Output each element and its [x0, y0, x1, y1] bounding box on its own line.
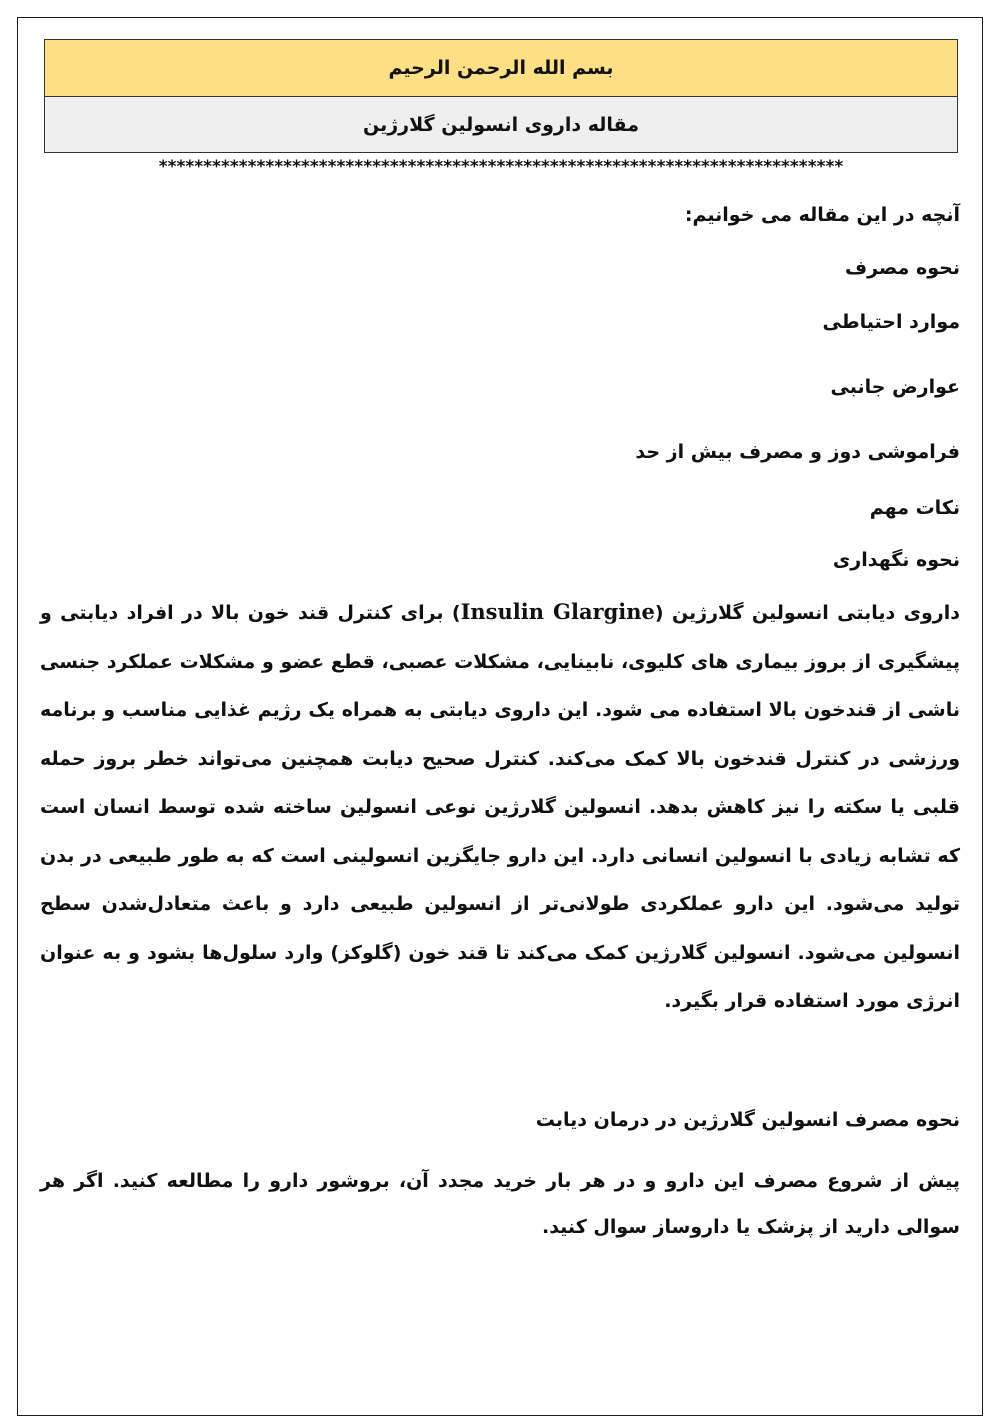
toc-intro: آنچه در این مقاله می خوانیم:	[684, 204, 960, 226]
toc-item-precautions: موارد احتیاطی	[822, 311, 960, 333]
basmala-heading: بسم الله الرحمن الرحیم	[45, 40, 957, 97]
toc-list	[40, 254, 960, 574]
toc-item-usage: نحوه مصرف	[845, 257, 960, 279]
article-content	[40, 194, 960, 1250]
section-heading-usage: نحوه مصرف انسولین گلارژین در درمان دیابت	[535, 1108, 960, 1131]
article-title: مقاله داروی انسولین گلارژین	[45, 97, 957, 152]
header-table	[44, 39, 958, 153]
toc-item-missed-dose: فراموشی دوز و مصرف بیش از حد	[635, 441, 960, 463]
star-separator: *****************************************************************************	[158, 157, 844, 177]
intro-paragraph-start: داروی دیابتی انسولین گلارژین (	[654, 602, 960, 624]
toc-item-side-effects: عوارض جانبی	[830, 376, 960, 398]
usage-paragraph: پیش از شروع مصرف این دارو و در هر بار خرید مجدد آن، بروشور دارو را مطالعه کنید. اگر هر سوالی دارید از پزشک یا داروساز سوال کنید.	[40, 1169, 960, 1238]
toc-item-important-notes: نکات مهم	[869, 497, 960, 519]
toc-item-storage: نحوه نگهداری	[832, 549, 960, 571]
intro-paragraph-rest: ) برای کنترل قند خون بالا در افراد دیابتی و پیشگیری از بروز بیماری های کلیوی، نابینایی، مشکلات عصبی، قطع عضو و مشکلات عملکرد جنسی ناشی از قندخون بالا استفاده می شود. این داروی دیابتی به همراه یک رژیم غذایی مناسب و برنامه ورزشی در کنترل قندخون بالا کمک می‌کند. کنترل صحیح دیابت همچنین می‌تواند خطر بروز حمله قلبی یا سکته را نیز کاهش بدهد. انسولین گلارژین نوعی انسولین ساخته شده توسط انسان است که تشابه زیادی با انسولین انسانی دارد. این دارو جایگزین انسولینی است که به طور طبیعی در بدن تولید می‌شود. این دارو عملکردی طولانی‌تر از انسولین طبیعی دارد و باعث متعادل‌شدن سطح انسولین می‌شود. انسولین گلارژین کمک می‌کند تا قند خون (گلوکز) وارد سلول‌ها بشود و به عنوان انرژی مورد استفاده قرار بگیرد.	[40, 602, 960, 1012]
drug-latin-name: Insulin Glargine	[460, 599, 655, 624]
intro-paragraph	[40, 588, 960, 1026]
